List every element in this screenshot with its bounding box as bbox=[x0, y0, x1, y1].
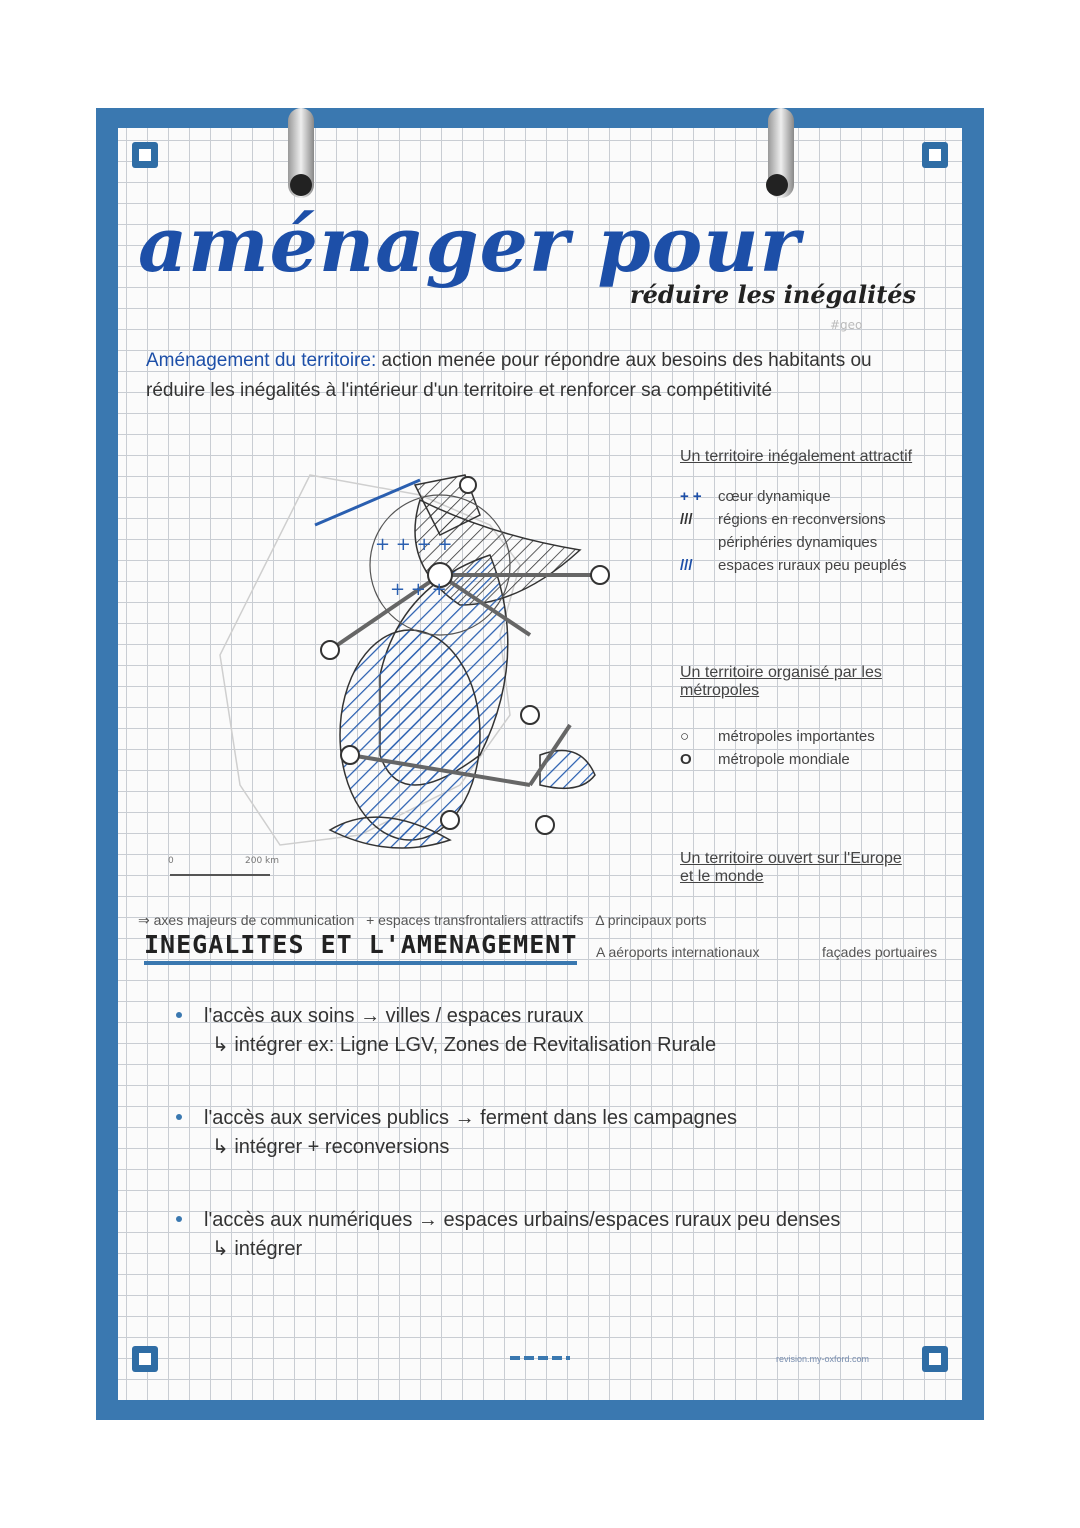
legend-row bbox=[680, 557, 950, 574]
key-transfrontier: + espaces transfrontaliers attractifs bbox=[366, 912, 584, 928]
legend-label: espaces ruraux peu peuplés bbox=[718, 557, 907, 574]
legend-row bbox=[680, 534, 950, 551]
hashtag: #geo bbox=[830, 318, 863, 332]
legend-openness bbox=[680, 850, 910, 886]
binder-hole-right bbox=[766, 174, 788, 196]
metropole-bordeaux bbox=[341, 746, 359, 764]
metropole-strasbourg bbox=[591, 566, 609, 584]
metropole-lyon bbox=[521, 706, 539, 724]
binder-hole-left bbox=[290, 174, 312, 196]
facade-north bbox=[315, 480, 420, 525]
metropole-marseille bbox=[536, 816, 554, 834]
list-item bbox=[172, 1002, 932, 1060]
legend-row bbox=[680, 511, 950, 528]
bullet-main: l'accès aux soins → villes / espaces ruraux bbox=[204, 1005, 584, 1027]
dynamic-core-crosses: + + + + bbox=[375, 534, 453, 555]
scale-zero: 0 bbox=[168, 856, 174, 866]
corner-mark-top-right bbox=[922, 142, 948, 168]
legend-label: cœur dynamique bbox=[718, 488, 831, 505]
page-title: aménager pour bbox=[138, 200, 801, 289]
legend-label: périphéries dynamiques bbox=[718, 534, 878, 551]
bullet-dot bbox=[176, 1216, 182, 1222]
legend-label: métropole mondiale bbox=[718, 751, 850, 768]
legend-label: métropoles importantes bbox=[718, 728, 875, 745]
definition bbox=[146, 346, 926, 406]
legend-section-2-title: Un territoire organisé par les métropoles bbox=[680, 664, 882, 699]
bullet-main: l'accès aux numériques → espaces urbains/espaces ruraux peu denses bbox=[204, 1209, 841, 1231]
corner-mark-bottom-left bbox=[132, 1346, 158, 1372]
france-map-sketch bbox=[160, 455, 630, 895]
map-key-line bbox=[138, 912, 707, 929]
metropole-nantes bbox=[321, 641, 339, 659]
key-axes: ⇒ axes majeurs de communication bbox=[138, 912, 355, 928]
rural-central bbox=[340, 630, 480, 840]
bullet-sub: ↳ intégrer + reconversions bbox=[212, 1136, 450, 1158]
legend-symbol: O bbox=[680, 751, 692, 768]
legend-symbol: /// bbox=[680, 557, 693, 574]
legend-attractiveness bbox=[680, 448, 950, 574]
legend-row bbox=[680, 728, 940, 745]
bullet-main: l'accès aux services publics → ferment dans les campagnes bbox=[204, 1107, 737, 1129]
bullet-dot bbox=[176, 1114, 182, 1120]
legend-label: régions en reconversions bbox=[718, 511, 886, 528]
key-ports: Δ principaux ports bbox=[595, 912, 707, 928]
legend-row bbox=[680, 488, 950, 505]
metropole-toulouse bbox=[441, 811, 459, 829]
scale-label: 200 km bbox=[245, 856, 280, 866]
bullet-list bbox=[172, 1002, 932, 1308]
definition-term: Aménagement du territoire: bbox=[146, 350, 377, 371]
list-item bbox=[172, 1104, 932, 1162]
key-facades: façades portuaires bbox=[822, 944, 938, 960]
legend-metropoles bbox=[680, 664, 940, 768]
corner-mark-top-left bbox=[132, 142, 158, 168]
legend-row bbox=[680, 751, 940, 768]
key-airports: A aéroports internationaux bbox=[596, 944, 760, 960]
footer-dash bbox=[510, 1356, 570, 1360]
dynamic-core-crosses-2: + + + bbox=[390, 579, 447, 600]
page-subtitle: réduire les inégalités bbox=[630, 280, 917, 309]
legend-section-3-title: Un territoire ouvert sur l'Europe et le monde bbox=[680, 850, 902, 885]
legend-symbol: + + bbox=[680, 488, 702, 505]
bullet-sub: ↳ intégrer bbox=[212, 1238, 303, 1260]
bullet-dot bbox=[176, 1012, 182, 1018]
legend-section-1-title: Un territoire inégalement attractif bbox=[680, 448, 913, 465]
legend-symbol: /// bbox=[680, 511, 693, 528]
corner-mark-bottom-right bbox=[922, 1346, 948, 1372]
metropole-lille bbox=[460, 477, 476, 493]
list-item bbox=[172, 1206, 932, 1264]
legend-symbol: ○ bbox=[680, 728, 690, 745]
definition-text: action menée pour répondre aux besoins des habitants ou réduire les inégalités à l'intérieur d'un territoire et renforcer sa compétitivité bbox=[146, 350, 872, 401]
footer-url: revision.my-oxford.com bbox=[776, 1354, 870, 1364]
bullet-sub: ↳ intégrer ex: Ligne LGV, Zones de Revitalisation Rurale bbox=[212, 1034, 717, 1056]
section-heading: INEGALITES ET L'AMENAGEMENT bbox=[144, 930, 577, 965]
